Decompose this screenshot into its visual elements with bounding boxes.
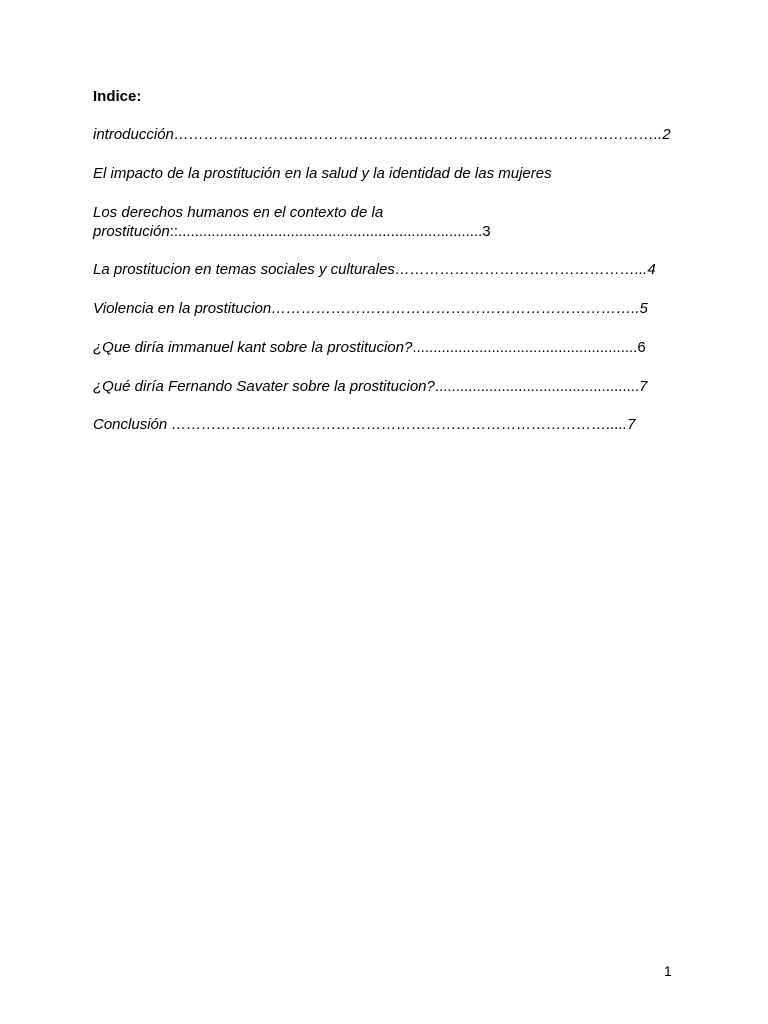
toc-entry-page: 7 [627,416,636,433]
toc-entry-leader: ::......................................................................... [169,223,483,240]
index-heading: Indice: [93,88,142,105]
toc-entry-derechos-line1 [93,203,383,222]
toc-entry-introduccion [93,125,671,144]
toc-entry-title: prostitución [93,223,170,240]
toc-entry-impacto [93,164,552,183]
toc-entry-leader: ...................................................... [412,339,638,356]
toc-entry-savater [93,377,647,396]
toc-entry-page: 2 [662,126,671,143]
toc-entry-title: Violencia en la prostitucion [93,300,272,317]
toc-entry-title: ¿Que diría immanuel kant sobre la prostitucion? [93,339,413,356]
toc-entry-page: 3 [482,223,491,240]
toc-entry-leader: …………………………………………... [394,261,648,278]
toc-entry-conclusion [93,415,636,434]
toc-entry-kant [93,338,646,357]
toc-entry-leader: ……………………………………………………………………………..... [167,416,628,433]
toc-entry-leader: ……………………………………………………………….. [271,300,640,317]
toc-entry-derechos-line2 [93,222,491,241]
toc-entry-page: 6 [637,339,646,356]
toc-entry-title: ¿Qué diría Fernando Savater sobre la prostitucion? [93,378,435,395]
footer-page-number: 1 [664,963,672,979]
toc-entry-title: Los derechos humanos en el contexto de la [93,204,384,221]
toc-entry-page: 4 [647,261,656,278]
toc-entry-title: introducción [93,126,174,143]
toc-entry-leader: ................................................. [434,378,640,395]
toc-entry-leader: …………………………………………………………………………………….. [173,126,663,143]
toc-entry-title: El impacto de la prostitución en la salud y la identidad de las mujeres [93,165,552,182]
toc-entry-page: 5 [639,300,648,317]
toc-entry-title: Conclusión [93,416,168,433]
toc-entry-page: 7 [639,378,648,395]
toc-entry-sociales [93,260,656,279]
toc-entry-title: La prostitucion en temas sociales y culturales [93,261,395,278]
toc-entry-violencia [93,299,648,318]
